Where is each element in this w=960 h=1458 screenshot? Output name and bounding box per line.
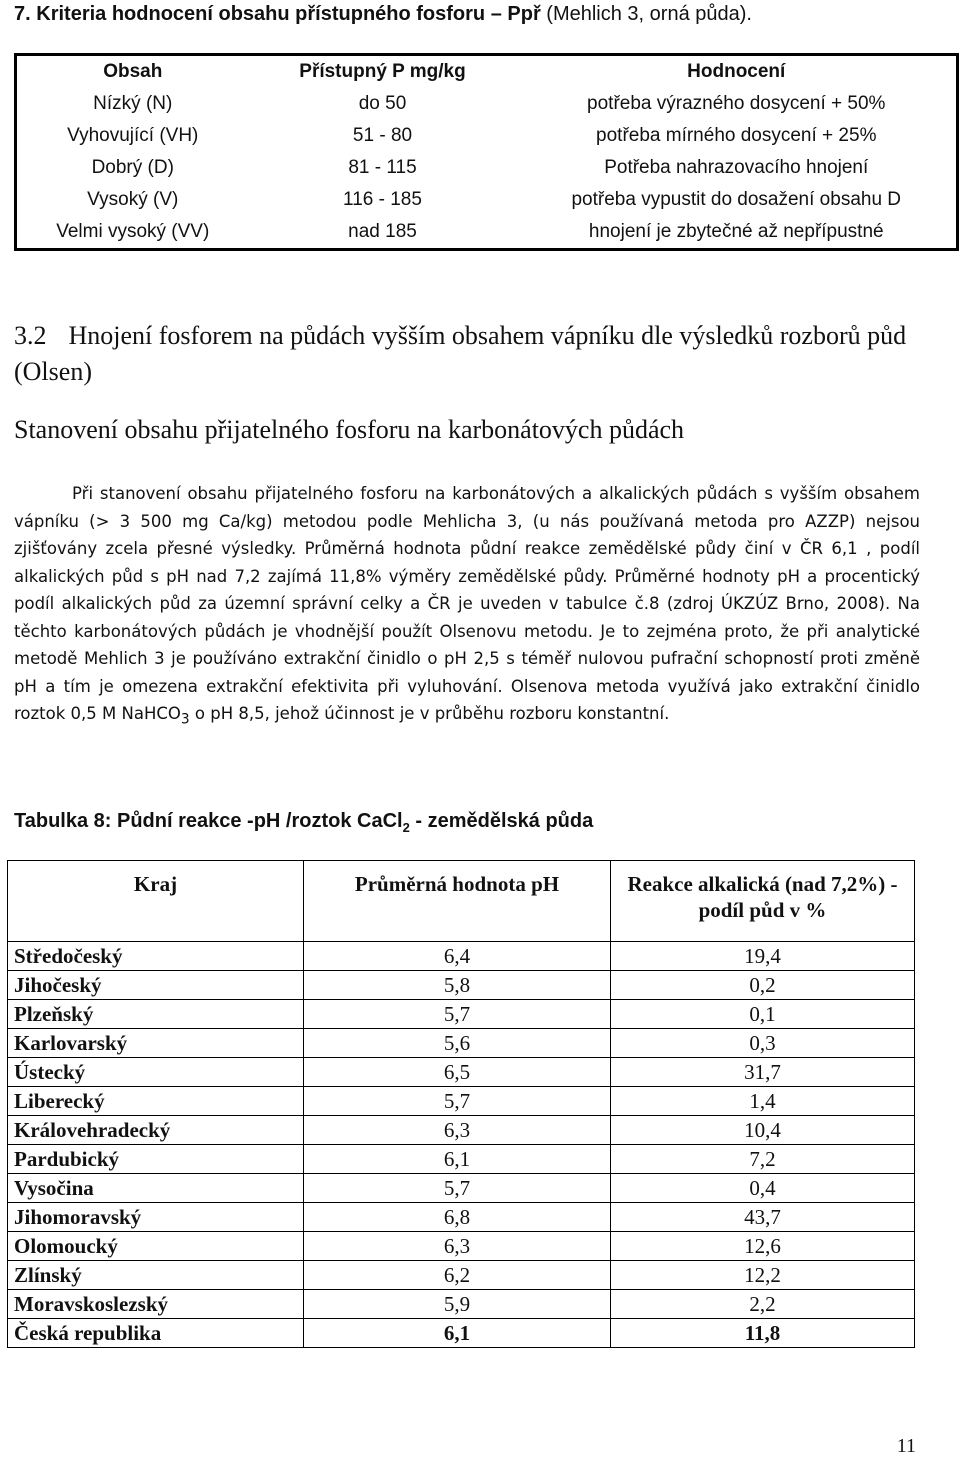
cell: Nízký (N)	[93, 93, 173, 114]
total-ph: 6,1	[304, 1319, 611, 1348]
caption-text: Tabulka 8: Půdní reakce -pH /roztok CaCl	[14, 810, 403, 832]
table-row	[8, 1174, 915, 1203]
table-header-row	[8, 861, 915, 942]
paragraph-text: Při stanovení obsahu přijatelného fosforu na karbonátových a alkalických půdách s vyšším obsahem vápníku (> 3 500 mg Ca/kg) metodou podle Mehlicha 3, (u nás používaná metoda pro AZZP) nejsou zjišťovány zcela přesné výsledky. Průměrná hodnota půdní reakce zemědělské půdy činí v ČR 6,1 , podíl alkalických půd s pH nad 7,2 zajímá 11,8% výměry zemědělské půdy. Průměrné hodnoty pH a procentický podíl alkalických půd za územní správní celky a ČR je uveden v tabulce č.8 (zdroj ÚKZÚZ Brno, 2008). Na těchto karbonátových půdách je vhodnější použít Olsenovu metodu. Je to zejména proto, že při analytické metodě Mehlich 3 je používáno extrakční činidlo o pH 2,5 s téměř nulovou pufrační schopností proti změně pH a tím je omezena extrakční efektivita při vyluhování. Olsenova metoda využívá jako extrakční činidlo roztok 0,5 M NaHCO	[14, 484, 920, 723]
table-row	[16, 120, 958, 152]
table-row	[16, 216, 958, 250]
cell: nad 185	[348, 221, 417, 242]
table-row	[16, 88, 958, 120]
total-share: 11,8	[611, 1319, 915, 1348]
region-name: Vysočina	[8, 1174, 304, 1203]
phosphorus-criteria-table	[14, 53, 959, 251]
ph-value: 6,5	[304, 1058, 611, 1087]
table-row	[8, 1261, 915, 1290]
section-heading	[14, 0, 954, 28]
ph-value: 5,7	[304, 1000, 611, 1029]
region-name: Středočeský	[8, 942, 304, 971]
ph-value: 6,2	[304, 1261, 611, 1290]
alkaline-share: 0,3	[611, 1029, 915, 1058]
ph-value: 5,6	[304, 1029, 611, 1058]
subsection-title-text: Hnojení fosforem na půdách vyšším obsahem vápníku dle výsledků rozborů půd (Olsen)	[14, 321, 907, 386]
cell: do 50	[358, 93, 407, 114]
table-row	[8, 971, 915, 1000]
table-row	[8, 1087, 915, 1116]
ph-value: 6,4	[304, 942, 611, 971]
table-row	[8, 1058, 915, 1087]
region-name: Královehradecký	[8, 1116, 304, 1145]
region-name: Liberecký	[8, 1087, 304, 1116]
cell: potřeba výrazného dosycení + 50%	[587, 93, 886, 114]
alkaline-share: 43,7	[611, 1203, 915, 1232]
region-name: Jihomoravský	[8, 1203, 304, 1232]
region-name: Ústecký	[8, 1058, 304, 1087]
region-name: Zlínský	[8, 1261, 304, 1290]
cell: Vyhovující (VH)	[67, 125, 199, 146]
alkaline-share: 0,2	[611, 971, 915, 1000]
table-row	[8, 1145, 915, 1174]
col-header-kraj: Kraj	[8, 861, 304, 942]
col-header-reakce-alkalicka: Reakce alkalická (nad 7,2%) - podíl půd v %	[611, 861, 915, 942]
alkaline-share: 2,2	[611, 1290, 915, 1319]
paragraph-text-end: o pH 8,5, jehož účinnost je v průběhu rozboru konstantní.	[189, 704, 670, 723]
table-row	[8, 1116, 915, 1145]
heading-number: 7.	[14, 3, 31, 25]
ph-value: 6,1	[304, 1145, 611, 1174]
cell: Vysoký (V)	[87, 189, 179, 210]
table-row	[8, 1232, 915, 1261]
region-name: Olomoucký	[8, 1232, 304, 1261]
ph-value: 6,3	[304, 1116, 611, 1145]
region-name: Karlovarský	[8, 1029, 304, 1058]
col-header-obsah: Obsah	[103, 61, 163, 82]
caption-text-end: - zemědělská půda	[409, 810, 594, 832]
table-row	[16, 152, 958, 184]
page-number: 11	[896, 1435, 916, 1457]
alkaline-share: 12,6	[611, 1232, 915, 1261]
region-name: Jihočeský	[8, 971, 304, 1000]
subscript-3: 3	[180, 711, 190, 728]
ph-value: 5,9	[304, 1290, 611, 1319]
table-header-row	[16, 55, 958, 89]
table-row	[8, 1290, 915, 1319]
heading-bold-text: Kriteria hodnocení obsahu přístupného fosforu – Ppř	[36, 3, 541, 25]
region-name: Plzeňský	[8, 1000, 304, 1029]
ph-value: 6,8	[304, 1203, 611, 1232]
caption-subscript: 2	[402, 820, 410, 835]
ph-value: 5,7	[304, 1087, 611, 1116]
subsection-title	[14, 318, 954, 390]
alkaline-share: 19,4	[611, 942, 915, 971]
alkaline-share: 0,4	[611, 1174, 915, 1203]
alkaline-share: 12,2	[611, 1261, 915, 1290]
region-name: Pardubický	[8, 1145, 304, 1174]
table-caption	[14, 810, 593, 835]
cell: Velmi vysoký (VV)	[56, 221, 210, 242]
ph-value: 5,7	[304, 1174, 611, 1203]
cell: potřeba vypustit do dosažení obsahu D	[571, 189, 902, 210]
table-row	[16, 184, 958, 216]
alkaline-share: 7,2	[611, 1145, 915, 1174]
cell: potřeba mírného dosycení + 25%	[596, 125, 877, 146]
table-row	[8, 1029, 915, 1058]
alkaline-share: 0,1	[611, 1000, 915, 1029]
cell: 81 - 115	[348, 157, 417, 178]
cell: Potřeba nahrazovacího hnojení	[604, 157, 869, 178]
alkaline-share: 1,4	[611, 1087, 915, 1116]
table-row	[8, 1203, 915, 1232]
col-header-pristupny-p: Přístupný P mg/kg	[299, 61, 466, 82]
subsection-number: 3.2	[14, 321, 47, 350]
cell: 116 - 185	[343, 189, 422, 210]
soil-ph-table	[7, 860, 915, 1348]
alkaline-share: 31,7	[611, 1058, 915, 1087]
cell: hnojení je zbytečné až nepřípustné	[588, 221, 884, 242]
region-name: Moravskoslezský	[8, 1290, 304, 1319]
ph-value: 5,8	[304, 971, 611, 1000]
table-row	[8, 942, 915, 971]
ph-value: 6,3	[304, 1232, 611, 1261]
alkaline-share: 10,4	[611, 1116, 915, 1145]
table-row	[8, 1000, 915, 1029]
subsection-subtitle: Stanovení obsahu přijatelného fosforu na karbonátových půdách	[14, 415, 685, 444]
table-total-row	[8, 1319, 915, 1348]
col-header-hodnoceni: Hodnocení	[687, 61, 786, 82]
total-name: Česká republika	[8, 1319, 304, 1348]
heading-normal-text: (Mehlich 3, orná půda).	[540, 3, 752, 25]
body-paragraph	[14, 480, 920, 734]
cell: Dobrý (D)	[91, 157, 174, 178]
cell: 51 - 80	[352, 125, 413, 146]
col-header-prumerna-ph: Průměrná hodnota pH	[304, 861, 611, 942]
